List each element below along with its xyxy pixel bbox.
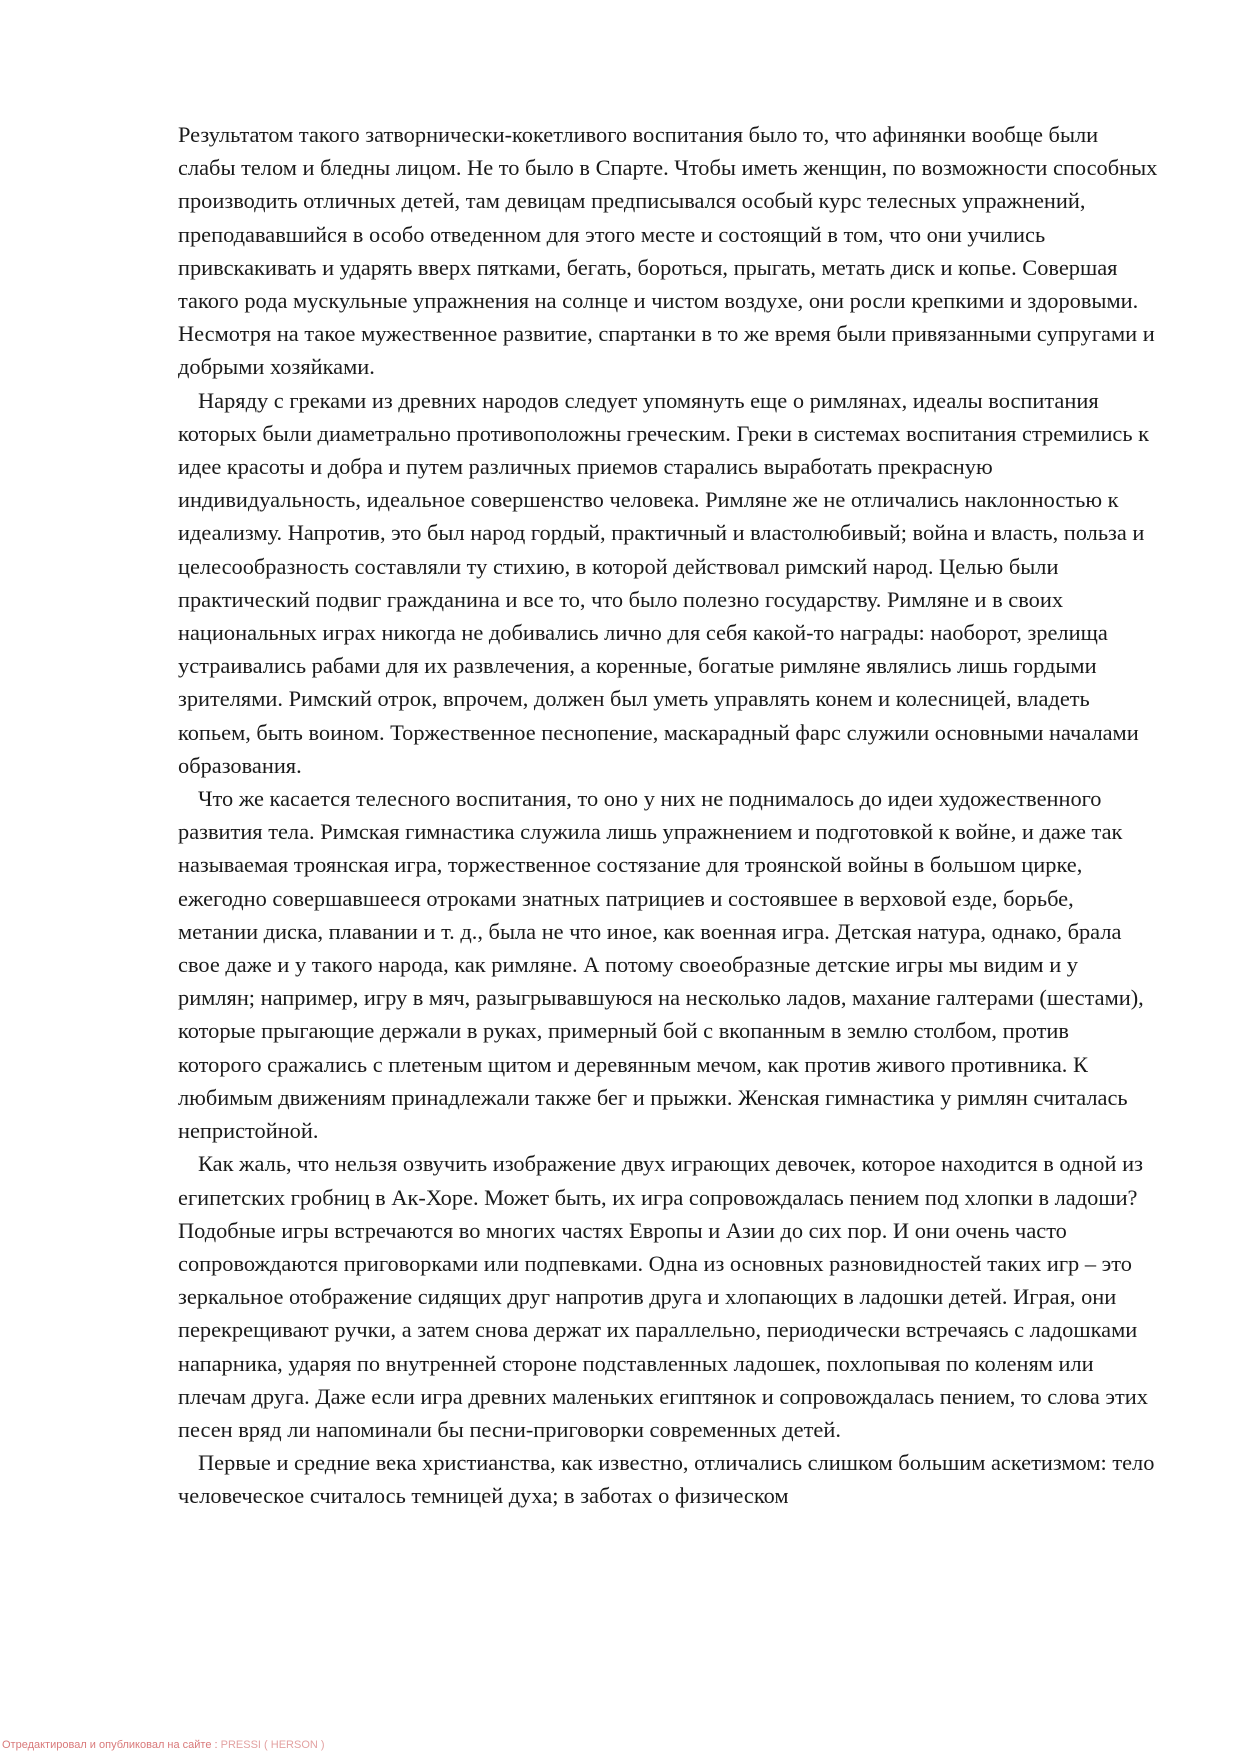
publisher-footer [2, 1739, 325, 1752]
paragraph-1: Результатом такого затворнически-кокетливого воспитания было то, что афинянки вообще были слабы телом и бледны лицом. Не то было в Спарте. Чтобы иметь женщин, по возможности способных производить отличных детей, там девицам предписывался особый курс телесных упражнений, преподававшийся в особо отведенном для этого месте и состоящий в том, что они учились привскакивать и ударять вверх пятками, бегать, бороться, прыгать, метать диск и копье. Совершая такого рода мускульные упражнения на солнце и чистом воздухе, они росли крепкими и здоровыми. Несмотря на такое мужественное развитие, спартанки в то же время были привязанными супругами и добрыми хозяйками. [178, 122, 1158, 380]
document-body [178, 118, 1158, 1513]
footer-label: Отредактировал и опубликовал на сайте : [2, 1739, 221, 1751]
paragraph-3: Что же касается телесного воспитания, то оно у них не поднималось до идеи художественного развития тела. Римская гимнастика служила лишь упражнением и подготовкой к войне, и даже так называемая троянская игра, торжественное состязание для троянской войны в большом цирке, ежегодно совершавшееся отроками знатных патрициев и состоявшее в верховой езде, борьбе, метании диска, плавании и т. д., была не что иное, как военная игра. Детская натура, однако, брала свое даже и у такого народа, как римляне. А потому своеобразные детские игры мы видим и у римлян; например, игру в мяч, разыгрывавшуюся на несколько ладов, махание галтерами (шестами), которые прыгающие держали в руках, примерный бой с вкопанным в землю столбом, против которого сражались с плетеным щитом и деревянным мечом, как против живого противника. К любимым движениям принадлежали также бег и прыжки. Женская гимнастика у римлян считалась непристойной. [178, 786, 1144, 1144]
paragraph-5: Первые и средние века христианства, как известно, отличались слишком большим аскетизмом: тело человеческое считалось темницей духа; в заботах о физическом [178, 1450, 1155, 1509]
footer-site-link[interactable]: PRESSI ( HERSON ) [220, 1739, 325, 1751]
paragraph-4: Как жаль, что нельзя озвучить изображение двух играющих девочек, которое находится в одной из египетских гробниц в Ак-Хоре. Может быть, их игра сопровождалась пением под хлопки в ладоши? Подобные игры встречаются во многих частях Европы и Азии до сих пор. И они очень часто сопровождаются приговорками или подпевками. Одна из основных разновидностей таких игр – это зеркальное отображение сидящих друг напротив друга и хлопающих в ладошки детей. Играя, они перекрещивают ручки, а затем снова держат их параллельно, периодически встречаясь с ладошками напарника, ударяя по внутренней стороне подставленных ладошек, похлопывая по коленям или плечам друга. Даже если игра древних маленьких египтянок и сопровождалась пением, то слова этих песен вряд ли напоминали бы песни-приговорки современных детей. [178, 1151, 1148, 1442]
paragraph-2: Наряду с греками из древних народов следует упомянуть еще о римлянах, идеалы воспитания которых были диаметрально противоположны греческим. Греки в системах воспитания стремились к идее красоты и добра и путем различных приемов старались выработать прекрасную индивидуальность, идеальное совершенство человека. Римляне же не отличались наклонностью к идеализму. Напротив, это был народ гордый, практичный и властолюбивый; война и власть, польза и целесообразность составляли ту стихию, в которой действовал римский народ. Целью были практический подвиг гражданина и все то, что было полезно государству. Римляне и в своих национальных играх никогда не добивались лично для себя какой-то награды: наоборот, зрелища устраивались рабами для их развлечения, а коренные, богатые римляне являлись лишь гордыми зрителями. Римский отрок, впрочем, должен был уметь управлять конем и колесницей, владеть копьем, быть воином. Торжественное песнопение, маскарадный фарс служили основными началами образования. [178, 387, 1150, 778]
